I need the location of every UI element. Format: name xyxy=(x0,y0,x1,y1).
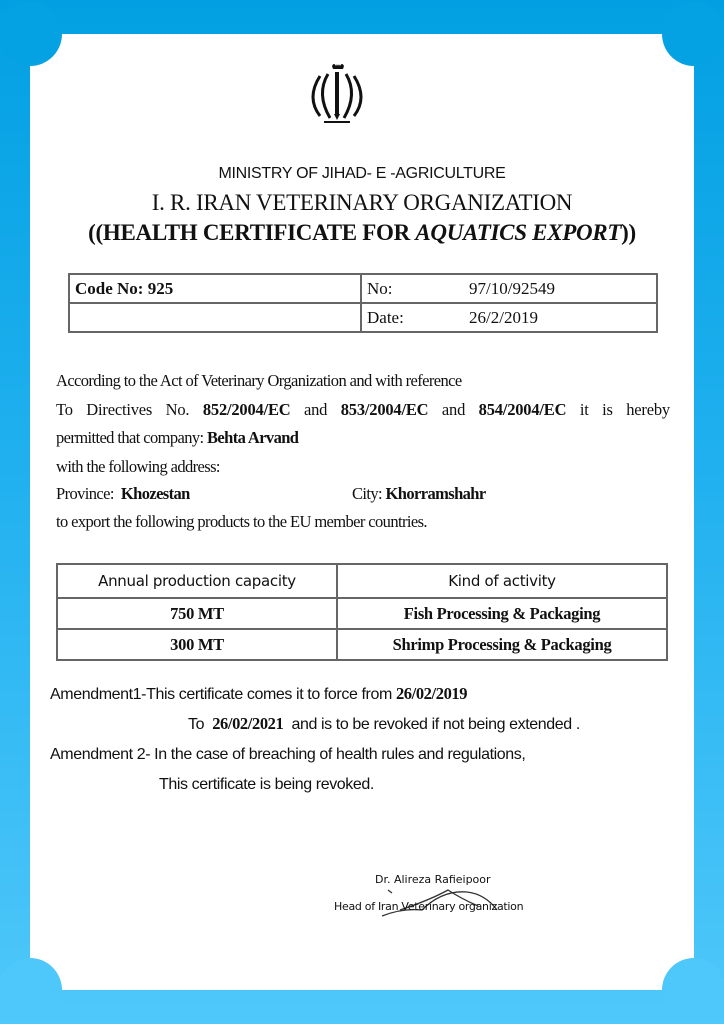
no-value: 97/10/92549 xyxy=(464,274,657,303)
body-line-3 xyxy=(56,428,298,448)
city-value: Khorramshahr xyxy=(385,484,486,503)
word: To xyxy=(56,400,73,419)
organization-heading: I. R. IRAN VETERINARY ORGANIZATION xyxy=(151,190,573,215)
date-value: 26/2/2019 xyxy=(464,303,657,332)
city-line xyxy=(352,484,486,504)
no-label: No: xyxy=(361,274,464,303)
title-suffix: )) xyxy=(621,220,636,245)
corner-cutout xyxy=(0,958,62,1022)
province-line xyxy=(56,484,190,504)
province-value: Khozestan xyxy=(120,484,190,503)
corner-cutout xyxy=(0,2,62,66)
capacity-cell: 300 MT xyxy=(57,629,337,660)
code-number: Code No: 925 xyxy=(69,274,361,303)
amendment-2-continued: This certificate is being revoked. xyxy=(159,776,374,793)
body-line-1: According to the Act of Veterinary Organization and with reference xyxy=(56,371,462,390)
corner-cutout xyxy=(662,2,724,66)
empty-cell xyxy=(69,303,361,332)
table-header-row xyxy=(57,564,667,598)
company-name: Behta Arvand xyxy=(207,428,299,447)
word: it xyxy=(579,400,589,419)
directive-854: 854/2004/EC xyxy=(478,400,567,419)
certificate-title xyxy=(0,220,724,246)
signatory-title: Head of Iran Veterinary organization xyxy=(334,900,524,913)
directive-852: 852/2004/EC xyxy=(202,400,291,419)
table-row xyxy=(57,629,667,660)
amendment-2: Amendment 2- In the case of breaching of health rules and regulations, xyxy=(50,746,526,763)
permitted-text: permitted that company: xyxy=(56,428,208,447)
table-row xyxy=(57,598,667,629)
activity-cell: Shrimp Processing & Packaging xyxy=(337,629,667,660)
corner-cutout xyxy=(662,958,724,1022)
word: hereby xyxy=(626,400,670,419)
directive-853: 853/2004/EC xyxy=(340,400,429,419)
signatory-name: Dr. Alireza Rafieipoor xyxy=(375,873,491,886)
to-label: To xyxy=(188,716,213,733)
word: and xyxy=(441,400,466,419)
province-label: Province: xyxy=(56,484,121,503)
word: Directives xyxy=(86,400,153,419)
ministry-heading: MINISTRY OF JIHAD- E -AGRICULTURE xyxy=(218,165,506,182)
city-label: City: xyxy=(352,484,386,503)
code-table xyxy=(68,273,658,333)
column-header-activity: Kind of activity xyxy=(337,564,667,598)
body-line-6: to export the following products to the EU member countries. xyxy=(56,512,427,531)
word: and xyxy=(304,400,328,419)
activity-cell: Fish Processing & Packaging xyxy=(337,598,667,629)
title-italic: AQUATICS EXPORT xyxy=(415,220,622,245)
end-date: 26/02/2021 xyxy=(212,714,284,733)
body-line-4: with the following address: xyxy=(56,457,220,476)
iran-emblem-icon xyxy=(306,60,368,130)
body-line-2 xyxy=(56,400,670,420)
products-table xyxy=(56,563,668,661)
amendment-1-continued xyxy=(188,714,580,734)
column-header-capacity: Annual production capacity xyxy=(57,564,337,598)
date-label: Date: xyxy=(361,303,464,332)
title-prefix: ((HEALTH CERTIFICATE FOR xyxy=(88,220,416,245)
amendment-1-suffix: and is to be revoked if not being extended . xyxy=(283,716,580,733)
word: is xyxy=(602,400,613,419)
word: No. xyxy=(165,400,190,419)
amendment-1 xyxy=(50,684,467,704)
amendment-1-text: Amendment1-This certificate comes it to force from xyxy=(50,686,396,703)
start-date: 26/02/2019 xyxy=(395,684,468,703)
capacity-cell: 750 MT xyxy=(57,598,337,629)
